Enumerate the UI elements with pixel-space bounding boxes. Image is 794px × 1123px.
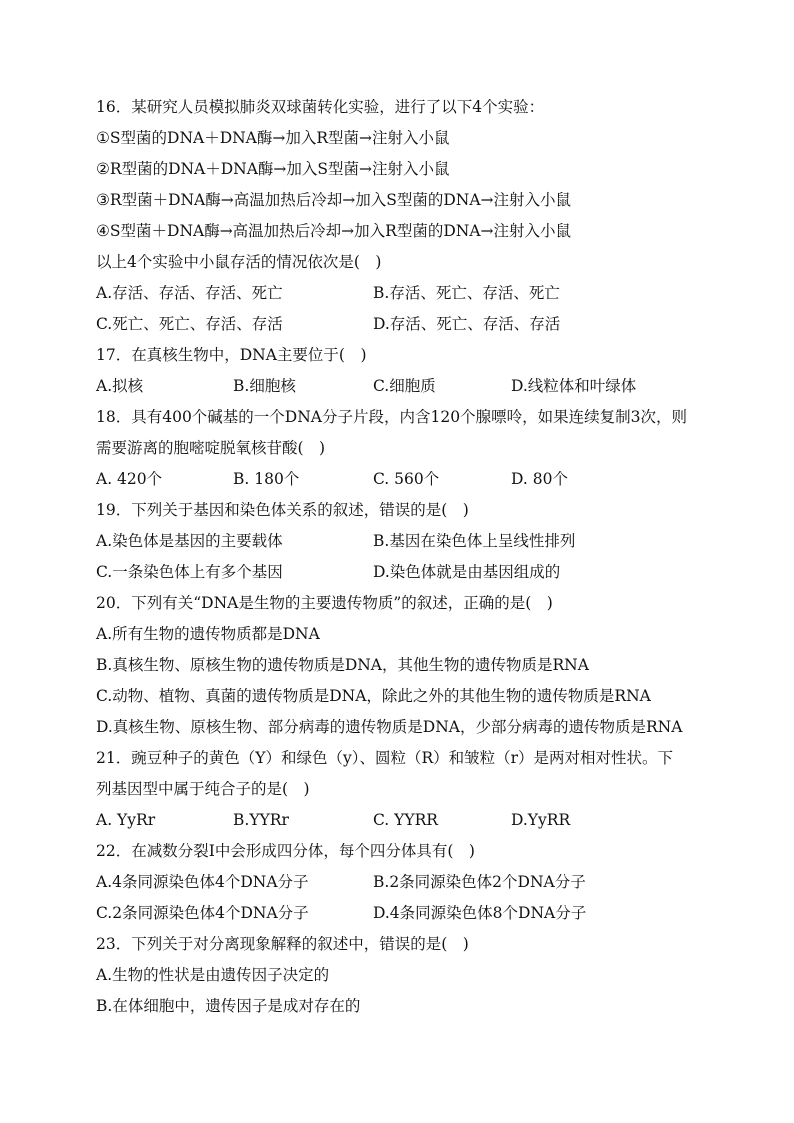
option-d: D. 80个 (511, 470, 568, 488)
option-a: A.4条同源染色体4个DNA分子 (96, 873, 309, 891)
option-a: A.存活、存活、存活、死亡 (96, 284, 283, 302)
option-b: B.细胞核 (233, 377, 296, 395)
question-stem-cont: 列基因型中属于纯合子的是( ) (96, 780, 310, 798)
option-c: C.动物、植物、真菌的遗传物质是DNA，除此之外的其他生物的遗传物质是RNA (96, 687, 651, 705)
question-stem: 21．豌豆种子的黄色（Y）和绿色（y）、圆粒（R）和皱粒（r）是两对相对性状。下 (96, 749, 674, 767)
option-a: A. 420个 (96, 470, 163, 488)
question-stem: 17．在真核生物中，DNA主要位于( ) (96, 346, 367, 364)
question-prompt: 以上4个实验中小鼠存活的情况依次是( ) (96, 253, 382, 271)
option-c: C. 560个 (373, 470, 440, 488)
option-d: D.存活、死亡、存活、存活 (373, 315, 561, 333)
question-23 (96, 929, 706, 1022)
question-20 (96, 588, 706, 743)
option-a: A.染色体是基因的主要载体 (96, 532, 283, 550)
option-b: B.真核生物、原核生物的遗传物质是DNA，其他生物的遗传物质是RNA (96, 656, 589, 674)
option-d: D.染色体就是由基因组成的 (373, 563, 561, 581)
options-row (96, 371, 706, 402)
question-stem: 23．下列关于对分离现象解释的叙述中，错误的是( ) (96, 935, 469, 953)
option-d: D.真核生物、原核生物、部分病毒的遗传物质是DNA，少部分病毒的遗传物质是RNA (96, 718, 683, 736)
option-d: D.YyRR (511, 811, 571, 829)
question-stem: 18．具有400个碱基的一个DNA分子片段，内含120个腺嘌呤，如果连续复制3次，则 (96, 408, 687, 426)
question-16 (96, 92, 706, 340)
options-row (96, 805, 706, 836)
options-row (96, 278, 706, 309)
option-d: D.线粒体和叶绿体 (511, 377, 637, 395)
option-a: A. YyRr (96, 811, 156, 829)
question-stem: 16．某研究人员模拟肺炎双球菌转化实验，进行了以下4个实验： (96, 98, 545, 116)
option-b: B.在体细胞中，遗传因子是成对存在的 (96, 997, 361, 1015)
option-c: C.一条染色体上有多个基因 (96, 563, 283, 581)
option-c: C.死亡、死亡、存活、存活 (96, 315, 283, 333)
options-row (96, 526, 706, 557)
options-row (96, 898, 706, 929)
question-18 (96, 402, 706, 495)
question-stem: 19．下列关于基因和染色体关系的叙述，错误的是( ) (96, 501, 469, 519)
options-row (96, 464, 706, 495)
options-row (96, 309, 706, 340)
experiment-step: ②R型菌的DNA＋DNA酶→加入S型菌→注射入小鼠 (96, 160, 450, 178)
option-c: C. YYRR (373, 811, 438, 829)
question-stem: 22．在减数分裂Ⅰ中会形成四分体，每个四分体具有( ) (96, 842, 475, 860)
question-stem-cont: 需要游离的胞嘧啶脱氧核苷酸( ) (96, 439, 326, 457)
experiment-step: ④S型菌＋DNA酶→高温加热后冷却→加入R型菌的DNA→注射入小鼠 (96, 222, 572, 240)
exam-page (96, 92, 706, 1022)
option-b: B.YYRr (233, 811, 289, 829)
option-d: D.4条同源染色体8个DNA分子 (373, 904, 587, 922)
question-stem: 20．下列有关“DNA是生物的主要遗传物质”的叙述，正确的是( ) (96, 594, 553, 612)
option-a: A.生物的性状是由遗传因子决定的 (96, 966, 330, 984)
option-b: B.存活、死亡、存活、死亡 (373, 284, 560, 302)
experiment-step: ①S型菌的DNA＋DNA酶→加入R型菌→注射入小鼠 (96, 129, 450, 147)
option-b: B.2条同源染色体2个DNA分子 (373, 873, 586, 891)
option-b: B.基因在染色体上呈线性排列 (373, 532, 576, 550)
question-17 (96, 340, 706, 402)
experiment-step: ③R型菌＋DNA酶→高温加热后冷却→加入S型菌的DNA→注射入小鼠 (96, 191, 572, 209)
option-c: C.2条同源染色体4个DNA分子 (96, 904, 309, 922)
option-c: C.细胞质 (373, 377, 436, 395)
question-19 (96, 495, 706, 588)
option-a: A.拟核 (96, 377, 144, 395)
option-a: A.所有生物的遗传物质都是DNA (96, 625, 320, 643)
options-row (96, 867, 706, 898)
option-b: B. 180个 (233, 470, 300, 488)
question-22 (96, 836, 706, 929)
options-row (96, 557, 706, 588)
question-21 (96, 743, 706, 836)
